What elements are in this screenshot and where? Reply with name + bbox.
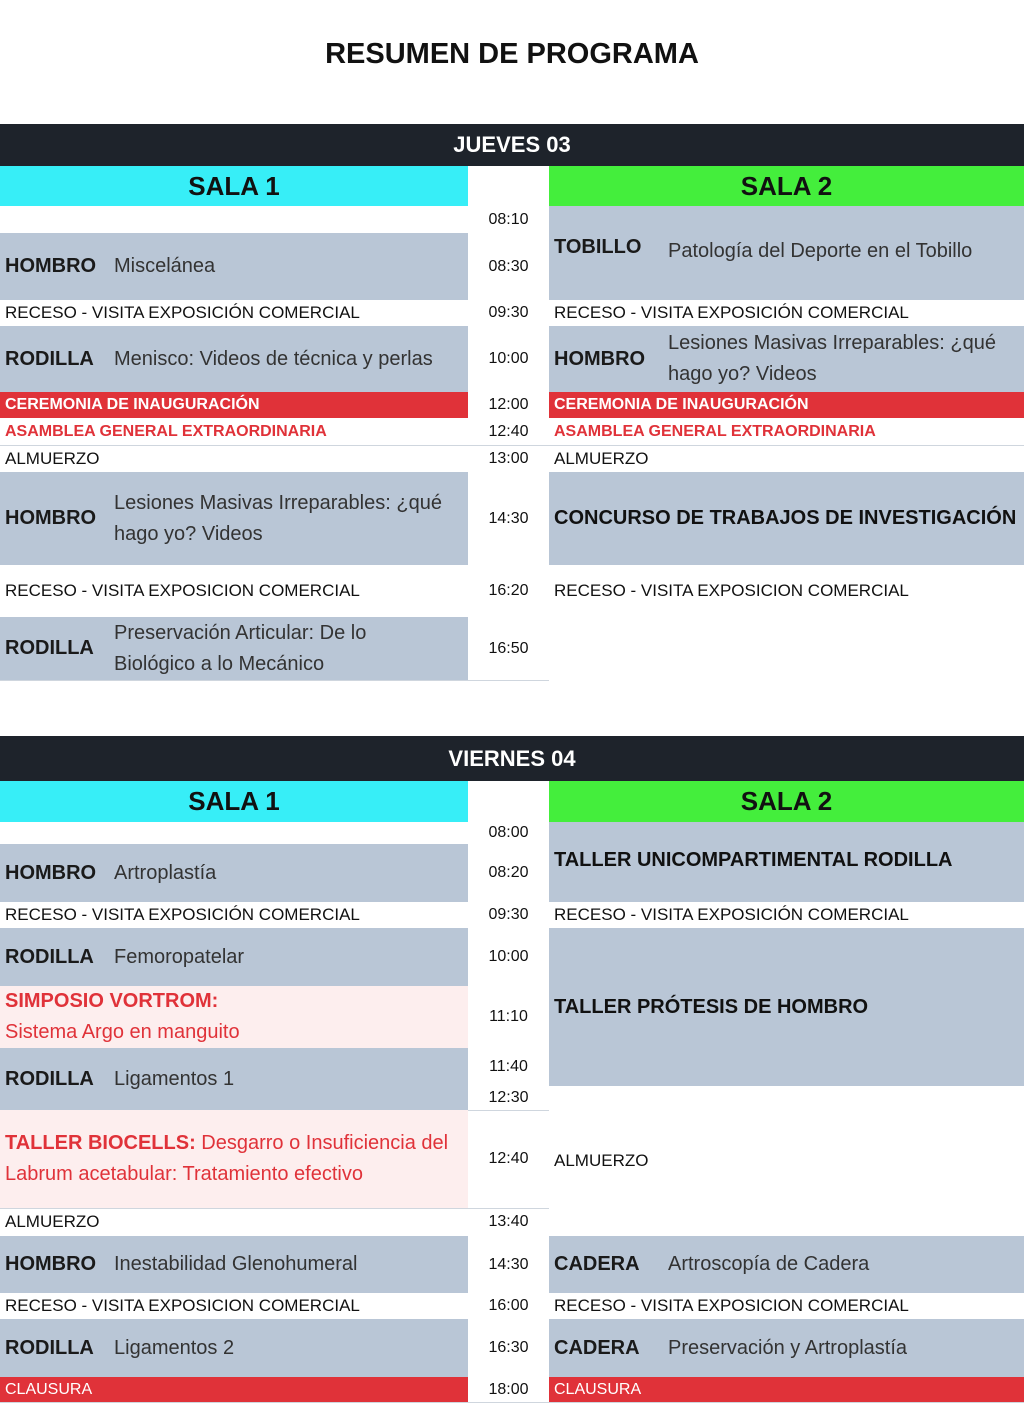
- lunch-row: ALMUERZO: [5, 448, 100, 468]
- session-category: HOMBRO: [554, 347, 646, 370]
- workshop-row: [0, 1110, 468, 1208]
- symposium-desc: Sistema Argo en manguito: [5, 1021, 240, 1043]
- time-slot: 08:00: [488, 824, 529, 841]
- page-title: RESUMEN DE PROGRAMA: [325, 38, 699, 70]
- closing-row: CLAUSURA: [0, 1377, 468, 1402]
- session-title: Patología del Deporte en el Tobillo: [668, 240, 973, 262]
- time-slot: 08:30: [488, 257, 529, 275]
- time-slot: 10:00: [488, 350, 529, 367]
- session-category: HOMBRO: [5, 255, 97, 277]
- session-row: [0, 844, 468, 902]
- session-category: RODILLA: [5, 1336, 94, 1359]
- session-title: Ligamentos 1: [114, 1067, 235, 1090]
- workshop-desc: Desgarro o Insuficiencia del Labrum acetabular: Tratamiento efectivo: [5, 1132, 449, 1185]
- session-category: RODILLA: [5, 945, 94, 968]
- session-category: CADERA: [554, 1253, 640, 1275]
- time-slot: 08:20: [488, 864, 529, 881]
- time-slot: 11:40: [489, 1058, 528, 1075]
- sala-1-header: SALA 1: [0, 166, 468, 206]
- time-slot: 12:40: [488, 1150, 529, 1167]
- session-category: RODILLA: [5, 1067, 94, 1090]
- time-slot: 16:00: [488, 1297, 529, 1314]
- session-title: Ligamentos 2: [114, 1336, 235, 1359]
- session-title: Preservación Articular: De lo Biológico a lo Mecánico: [114, 621, 367, 675]
- day-header: VIERNES 04: [0, 736, 1024, 781]
- session-category: HOMBRO: [5, 861, 97, 884]
- session-title: Femoropatelar: [114, 945, 245, 968]
- sala-2-header: SALA 2: [549, 781, 1024, 822]
- session-row: [0, 928, 468, 986]
- day-header: JUEVES 03: [0, 124, 1024, 166]
- time-slot: 12:00: [488, 396, 529, 413]
- time-slot: 12:30: [488, 1089, 529, 1106]
- session-category: HOMBRO: [5, 507, 97, 529]
- session-category: CADERA: [554, 1336, 640, 1359]
- session-title: Artroplastía: [114, 861, 217, 884]
- session-row: [0, 233, 468, 300]
- break-row: RECESO - VISITA EXPOSICION COMERCIAL: [5, 1296, 360, 1315]
- time-slot: 13:00: [488, 449, 529, 467]
- time-slot: 09:30: [488, 304, 529, 321]
- session-row: [0, 1319, 468, 1377]
- time-slot: 11:10: [489, 1008, 528, 1025]
- session-row: [0, 472, 468, 565]
- assembly-row: ASAMBLEA GENERAL EXTRAORDINARIA: [5, 422, 327, 440]
- time-slot: 08:10: [488, 210, 529, 228]
- session-category: HOMBRO: [5, 1253, 97, 1275]
- session-category: RODILLA: [5, 347, 94, 370]
- closing-row: CLAUSURA: [549, 1377, 1024, 1402]
- time-slot: 16:30: [488, 1339, 529, 1356]
- symposium-title: SIMPOSIO VORTROM:: [5, 990, 219, 1012]
- sala-2-header: SALA 2: [549, 166, 1024, 206]
- time-slot: 16:50: [488, 639, 529, 657]
- session-title: Artroscopía de Cadera: [668, 1253, 870, 1275]
- lunch-row: ALMUERZO: [5, 1212, 100, 1231]
- break-row: RECESO - VISITA EXPOSICION COMERCIAL: [5, 581, 360, 600]
- break-row: RECESO - VISITA EXPOSICIÓN COMERCIAL: [554, 303, 909, 322]
- break-row: RECESO - VISITA EXPOSICION COMERCIAL: [554, 581, 909, 600]
- workshop-title: TALLER BIOCELLS:: [5, 1132, 196, 1154]
- session-row: [549, 1236, 1024, 1293]
- session-title: Menisco: Videos de técnica y perlas: [114, 347, 433, 370]
- time-slot: 09:30: [488, 906, 529, 923]
- break-row: RECESO - VISITA EXPOSICIÓN COMERCIAL: [5, 303, 360, 322]
- session-title: Preservación y Artroplastía: [668, 1336, 907, 1359]
- session-row: [0, 1236, 468, 1293]
- time-slot: 14:30: [488, 509, 529, 527]
- workshop-row: TALLER PRÓTESIS DE HOMBRO: [549, 928, 1024, 1086]
- symposium-row: [0, 986, 468, 1048]
- workshop-row: TALLER UNICOMPARTIMENTAL RODILLA: [549, 822, 1024, 902]
- lunch-row: ALMUERZO: [554, 448, 649, 468]
- ceremony-row: CEREMONIA DE INAUGURACIÓN: [0, 392, 468, 418]
- time-slot: 16:20: [488, 582, 529, 599]
- session-title: Lesiones Masivas Irreparables: ¿qué hago yo? Videos: [668, 332, 996, 385]
- session-title: Lesiones Masivas Irreparables: ¿qué hago yo? Videos: [114, 491, 442, 545]
- contest-row: CONCURSO DE TRABAJOS DE INVESTIGACIÓN: [549, 472, 1024, 565]
- session-category: RODILLA: [5, 637, 94, 659]
- time-slot: 14:30: [488, 1255, 529, 1273]
- session-row: [0, 617, 468, 680]
- session-row: [0, 326, 468, 392]
- break-row: RECESO - VISITA EXPOSICION COMERCIAL: [554, 1296, 909, 1315]
- session-title: Miscelánea: [114, 255, 216, 277]
- sala-1-header: SALA 1: [0, 781, 468, 822]
- session-title: Inestabilidad Glenohumeral: [114, 1253, 358, 1275]
- lunch-row: ALMUERZO: [554, 1151, 649, 1170]
- break-row: RECESO - VISITA EXPOSICIÓN COMERCIAL: [5, 905, 360, 924]
- time-slot: 10:00: [488, 948, 529, 965]
- session-category: TOBILLO: [554, 236, 642, 258]
- time-slot: 12:40: [488, 422, 529, 440]
- time-slot: 13:40: [488, 1213, 529, 1230]
- session-row: [549, 326, 1024, 392]
- ceremony-row: CEREMONIA DE INAUGURACIÓN: [549, 392, 1024, 418]
- time-slot: 18:00: [488, 1380, 529, 1398]
- session-row: [0, 1048, 468, 1110]
- break-row: RECESO - VISITA EXPOSICIÓN COMERCIAL: [554, 905, 909, 924]
- assembly-row: ASAMBLEA GENERAL EXTRAORDINARIA: [554, 422, 876, 440]
- session-row: [549, 206, 1024, 300]
- session-row: [549, 1319, 1024, 1377]
